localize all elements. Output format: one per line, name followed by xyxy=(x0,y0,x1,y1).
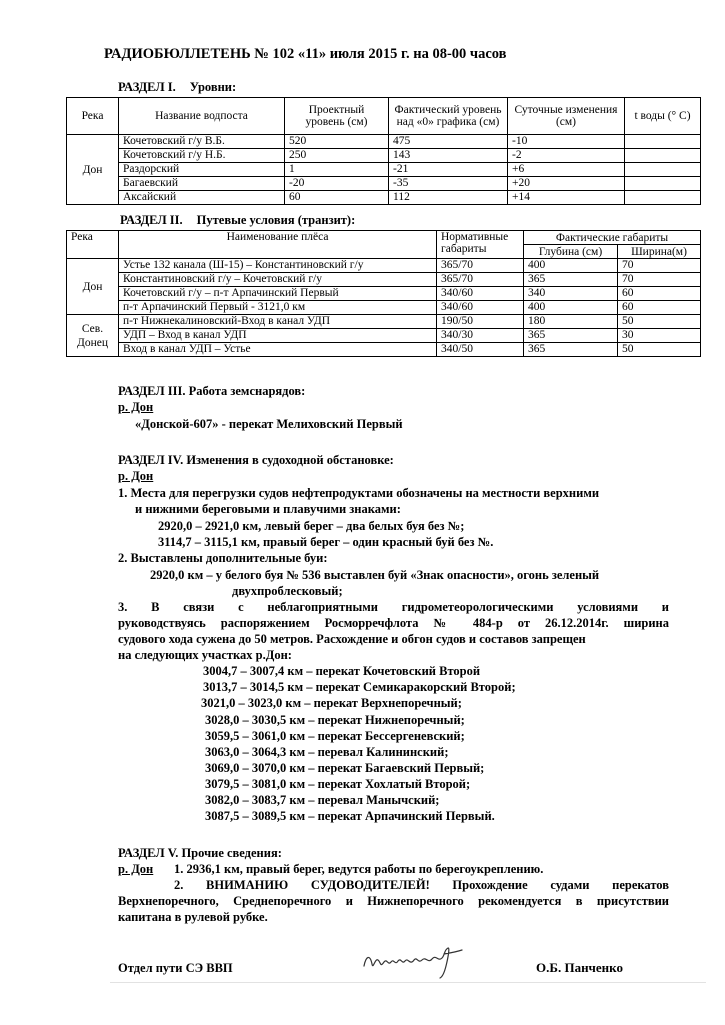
daily-change: +14 xyxy=(508,191,625,205)
route-table xyxy=(66,230,701,357)
section4-p1-line1: 1. Места для перегрузки судов нефтепродуктами обозначены на местности верхними xyxy=(118,486,600,500)
section4-p2-item2: двухпроблесковый; xyxy=(232,584,343,598)
section1-heading xyxy=(118,80,236,95)
section4-p3-line3: судового хода сужена до 50 метров. Расхождение и обгон судов и составов запрещен xyxy=(118,632,586,646)
reach-name: Устье 132 канала (Ш-15) – Константиновский г/у xyxy=(119,259,437,273)
post-name: Кочетовский г/у В.Б. xyxy=(119,135,285,149)
section1-label: РАЗДЕЛ I. xyxy=(118,80,176,94)
design-level: 1 xyxy=(285,163,389,177)
daily-change: +20 xyxy=(508,177,625,191)
actual-depth: 365 xyxy=(524,343,618,357)
normative-size: 365/70 xyxy=(437,273,524,287)
route-river-cell: Сев. Донец xyxy=(67,315,119,357)
list-item: 3069,0 – 3070,0 км – перекат Багаевский Первый; xyxy=(205,761,485,775)
section4-p3-line1: 3. В связи с неблагоприятными гидрометеорологическими условиями и xyxy=(118,600,669,614)
water-temp xyxy=(625,191,701,205)
section5-river: р. Дон xyxy=(118,862,154,876)
levels-river-cell: Дон xyxy=(67,135,119,205)
section4-p1-line2: и нижними береговыми и плавучими знаками: xyxy=(135,502,401,516)
actual-level: 143 xyxy=(389,149,508,163)
table-row xyxy=(67,163,701,177)
section4-p2-line1: 2. Выставлены дополнительные буи: xyxy=(118,551,328,565)
section4-heading: РАЗДЕЛ IV. Изменения в судоходной обстановке: xyxy=(118,453,394,467)
section4-river: р. Дон xyxy=(118,469,154,483)
section1-name: Уровни: xyxy=(189,80,237,94)
reach-name: УДП – Вход в канал УДП xyxy=(119,329,437,343)
route-river-cell: Дон xyxy=(67,259,119,315)
route-header-width: Ширина(м) xyxy=(618,245,701,259)
section5-item1: 1. 2936,1 км, правый берег, ведутся работы по берегоукреплению. xyxy=(174,862,544,876)
design-level: 250 xyxy=(285,149,389,163)
handwritten-signature xyxy=(360,944,470,980)
daily-change: -2 xyxy=(508,149,625,163)
daily-change: +6 xyxy=(508,163,625,177)
actual-depth: 400 xyxy=(524,259,618,273)
actual-width: 70 xyxy=(618,273,701,287)
table-row xyxy=(67,301,701,315)
actual-level: 112 xyxy=(389,191,508,205)
actual-depth: 180 xyxy=(524,315,618,329)
normative-size: 190/50 xyxy=(437,315,524,329)
section4-p3-line4: на следующих участках р.Дон: xyxy=(118,648,292,662)
actual-width: 70 xyxy=(618,259,701,273)
list-item: 3021,0 – 3023,0 км – перекат Верхнепоречный; xyxy=(201,696,462,710)
actual-width: 30 xyxy=(618,329,701,343)
list-item: 3028,0 – 3030,5 км – перекат Нижнепоречный; xyxy=(205,713,465,727)
levels-table xyxy=(66,97,701,205)
normative-size: 340/60 xyxy=(437,287,524,301)
section2-heading xyxy=(120,213,355,228)
water-temp xyxy=(625,163,701,177)
table-row xyxy=(67,177,701,191)
table-row xyxy=(67,273,701,287)
section3-dredger: «Донской-607» - перекат Мелиховский Первый xyxy=(135,417,403,431)
section5-heading: РАЗДЕЛ V. Прочие сведения: xyxy=(118,846,282,860)
reach-name: Константиновский г/у – Кочетовский г/у xyxy=(119,273,437,287)
actual-depth: 365 xyxy=(524,273,618,287)
actual-level: -21 xyxy=(389,163,508,177)
list-item: 3004,7 – 3007,4 км – перекат Кочетовский Второй xyxy=(203,664,481,678)
section4-p1-item1: 2920,0 – 2921,0 км, левый берег – два белых буя без №; xyxy=(158,519,465,533)
levels-header-actual: Фактический уровень над «0» графика (см) xyxy=(389,98,508,135)
normative-size: 340/60 xyxy=(437,301,524,315)
route-header-depth: Глубина (см) xyxy=(524,245,618,259)
normative-size: 340/50 xyxy=(437,343,524,357)
section2-name: Путевые условия (транзит): xyxy=(196,213,356,227)
list-item: 3013,7 – 3014,5 км – перекат Семикаракорский Второй; xyxy=(203,680,516,694)
department-name: Отдел пути СЭ ВВП xyxy=(118,961,233,975)
page-bottom-rule xyxy=(110,982,706,983)
actual-depth: 340 xyxy=(524,287,618,301)
actual-width: 60 xyxy=(618,301,701,315)
actual-width: 60 xyxy=(618,287,701,301)
levels-header-change: Суточные изменения (см) xyxy=(508,98,625,135)
design-level: 520 xyxy=(285,135,389,149)
actual-depth: 400 xyxy=(524,301,618,315)
normative-size: 340/30 xyxy=(437,329,524,343)
table-row xyxy=(67,259,701,273)
actual-depth: 365 xyxy=(524,329,618,343)
table-row xyxy=(67,329,701,343)
post-name: Багаевский xyxy=(119,177,285,191)
table-row xyxy=(67,315,701,329)
post-name: Раздорский xyxy=(119,163,285,177)
reach-name: п-т Арпачинский Первый - 3121,0 км xyxy=(119,301,437,315)
section4-p1-item2: 3114,7 – 3115,1 км, правый берег – один красный буй без №. xyxy=(158,535,494,549)
route-header-row-1 xyxy=(67,231,701,245)
water-temp xyxy=(625,177,701,191)
section2-label: РАЗДЕЛ II. xyxy=(120,213,183,227)
reach-name: Вход в канал УДП – Устье xyxy=(119,343,437,357)
water-temp xyxy=(625,135,701,149)
section5-item2-line1: 2. ВНИМАНИЮ СУДОВОДИТЕЛЕЙ! Прохождение судами перекатов xyxy=(174,878,669,892)
table-row xyxy=(67,287,701,301)
signer-name: О.Б. Панченко xyxy=(536,960,623,975)
page-title: РАДИОБЮЛЛЕТЕНЬ № 102 «11» июля 2015 г. на 08-00 часов xyxy=(104,46,507,62)
levels-header-row xyxy=(67,98,701,135)
design-level: -20 xyxy=(285,177,389,191)
levels-header-design: Проектный уровень (см) xyxy=(285,98,389,135)
post-name: Кочетовский г/у Н.Б. xyxy=(119,149,285,163)
reach-name: Кочетовский г/у – п-т Арпачинский Первый xyxy=(119,287,437,301)
table-row xyxy=(67,149,701,163)
table-row xyxy=(67,135,701,149)
levels-header-river: Река xyxy=(67,98,119,135)
actual-width: 50 xyxy=(618,343,701,357)
list-item: 3063,0 – 3064,3 км – перевал Калининский; xyxy=(205,745,449,759)
design-level: 60 xyxy=(285,191,389,205)
table-row xyxy=(67,343,701,357)
actual-level: 475 xyxy=(389,135,508,149)
table-row xyxy=(67,191,701,205)
list-item: 3079,5 – 3081,0 км – перекат Хохлатый Второй; xyxy=(205,777,471,791)
route-header-normative: Нормативные габариты xyxy=(437,231,524,259)
route-header-river: Река xyxy=(67,231,119,259)
post-name: Аксайский xyxy=(119,191,285,205)
water-temp xyxy=(625,149,701,163)
daily-change: -10 xyxy=(508,135,625,149)
route-header-actual: Фактические габариты xyxy=(524,231,701,245)
section3-heading: РАЗДЕЛ III. Работа земснарядов: xyxy=(118,384,306,398)
list-item: 3087,5 – 3089,5 км – перекат Арпачинский Первый. xyxy=(205,809,495,823)
levels-header-post: Название водпоста xyxy=(119,98,285,135)
actual-level: -35 xyxy=(389,177,508,191)
list-item: 3082,0 – 3083,7 км – перевал Манычский; xyxy=(205,793,440,807)
section5-item2-line2: Верхнепоречного, Среднепоречного и Нижнепоречного рекомендуется в присутствии xyxy=(118,894,669,908)
actual-width: 50 xyxy=(618,315,701,329)
section4-p3-line2: руководствуясь распоряжением Росморречфлота № 484-р от 26.12.2014г. ширина xyxy=(118,616,669,630)
list-item: 3059,5 – 3061,0 км – перекат Бессергеневский; xyxy=(205,729,465,743)
section4-p2-item1: 2920,0 км – у белого буя № 536 выставлен буй «Знак опасности», огонь зеленый xyxy=(150,568,600,582)
section5-item2-line3: капитана в рулевой рубке. xyxy=(118,910,268,924)
route-header-reach: Наименование плёса xyxy=(119,231,437,259)
levels-header-temp: t воды (° С) xyxy=(625,98,701,135)
reach-name: п-т Нижнекалиновский-Вход в канал УДП xyxy=(119,315,437,329)
normative-size: 365/70 xyxy=(437,259,524,273)
section3-river: р. Дон xyxy=(118,400,154,414)
